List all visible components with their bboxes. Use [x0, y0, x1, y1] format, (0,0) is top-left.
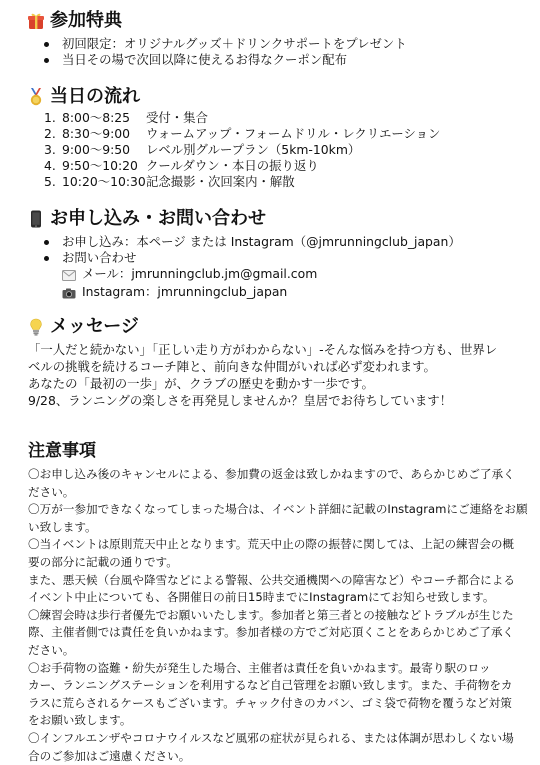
notes-line: ださい。	[28, 484, 528, 502]
schedule-title: 当日の流れ	[50, 86, 140, 108]
contact-title: お申し込み・お問い合わせ	[50, 208, 266, 230]
notes-line: い致します。	[28, 519, 528, 537]
notes-line: また、悪天候（台風や降雪などによる警報、公共交通機関への障害など）やコーチ都合による	[28, 572, 528, 590]
message-body	[28, 341, 524, 409]
notes-line: 〇万が一参加できなくなってしまった場合は、イベント詳細に記載のInstagramにご連絡をお願	[28, 501, 528, 519]
notes-line: イベント中止についても、各開催日の前日15時までにInstagramにてお知らせ致します。	[28, 589, 528, 607]
smartphone-icon	[28, 210, 44, 228]
notes-line: 〇インフルエンザやコロナウイルスなど風邪の症状が見られる、または体調が思わしくない場	[28, 730, 528, 748]
event-details-page: 参加特典 初回限定：オリジナルグッズ＋ドリンクサポートをプレゼント 当日その場で次回以降に使えるお得なクーポン配布 当日の流れ 1. 8:00〜8:25 受付・集合 2. 8:30〜9:00 ウォームアップ・フォームドリル・レクリエーション 3. 9:00〜9:50 レベル別グループラン（5km-10km） 4. 9:50〜10:20 クールダウン・本日の振り返り 5. 10:20〜10:30 記念撮影・次回案内・解散 お申し込み・お問い合わせ お申し込み：本ページ または Instagram（@jmrunningclub_japan） お問い合わせ メール：jmrunningclub.jm@gmail.com Instagram：jmrunningclub_japan メッセージ 「一人だと続かない」「正しい走り方がわからない」-そんな悩みを持つ方も、世界レ ベルの挑戦を続けるコーチ陣と、前向きな仲間がいれば必ず変われます。 あなたの「最初の一歩」が、クラブの歴史を動かす一歩です。 9/28、ランニングの楽しさを再発見しませんか？皇居でお待ちしています！ 注意事項 〇お申し込み後のキャンセルによる、参加費の返金は致しかねますので、あらかじめご了承く ださい。 〇万が一参加できなくなってしまった場合は、イベント詳細に記載のInstagramにご連絡をお願 い致します。 〇当イベントは原則荒天中止となります。荒天中止の際の振替に関しては、上記の練習会の概 要の部分に記載の通りです。 また、悪天候（台風や降雪などによる警報、公共交通機関への障害など）やコーチ都合による イベント中止についても、各開催日の前日15時までにInstagramにてお知らせ致します。 〇練習会時は歩行者優先でお願いいたします。参加者と第三者との接触などトラブルが生じた 際、主催者側では責任を負いかねます。参加者様の方でご対応頂くことをあらかじめご了承く ださい。 〇お手荷物の盗難・紛失が発生した場合、主催者は責任を負いかねます。最寄り駅のロッ カー、ランニングステーションを利用するなど自己管理をお願い致します。また、手荷物をカ ラスに荒らされるケースもございます。チャック付きのカバン、ゴミ袋で荷物を覆うなど対策 をお願い致します。 〇インフルエンザやコロナウイルスなど風邪の症状が見られる、または体調が思わしくない場 合のご参加はご遠慮ください。	[0, 0, 540, 740]
gift-icon	[28, 12, 44, 30]
notes-line: 〇お申し込み後のキャンセルによる、参加費の返金は致しかねますので、あらかじめご了承く	[28, 466, 528, 484]
contact-heading	[28, 208, 266, 230]
camera-icon	[62, 287, 76, 298]
benefits-heading	[28, 10, 122, 32]
notes-heading: 注意事項	[28, 441, 96, 461]
notes-line: をお願い致します。	[28, 712, 528, 730]
notes-line: 要の部分に記載の通りです。	[28, 554, 528, 572]
contact-instagram-text: Instagram：jmrunningclub_japan	[82, 284, 287, 300]
notes-line: ださい。	[28, 642, 528, 660]
schedule-heading	[28, 86, 140, 108]
message-line: ベルの挑戦を続けるコーチ陣と、前向きな仲間がいれば必ず変われます。	[28, 358, 524, 375]
envelope-icon	[62, 269, 76, 280]
medal-icon	[28, 88, 44, 106]
notes-line: ラスに荒らされるケースもございます。チャック付きのカバン、ゴミ袋で荷物を覆うなど対策	[28, 695, 528, 713]
notes-body	[28, 466, 528, 765]
contact-email-text: メール：jmrunningclub.jm@gmail.com	[82, 266, 317, 282]
message-title: メッセージ	[50, 316, 139, 338]
notes-line: カー、ランニングステーションを利用するなど自己管理をお願い致します。また、手荷物をカ	[28, 677, 528, 695]
message-heading	[28, 316, 139, 338]
notes-line: 合のご参加はご遠慮ください。	[28, 748, 528, 765]
notes-line: 〇お手荷物の盗難・紛失が発生した場合、主催者は責任を負いかねます。最寄り駅のロッ	[28, 660, 528, 678]
notes-line: 〇当イベントは原則荒天中止となります。荒天中止の際の振替に関しては、上記の練習会の概	[28, 536, 528, 554]
contact-instagram	[62, 284, 287, 300]
benefits-title: 参加特典	[50, 10, 122, 32]
notes-line: 際、主催者側では責任を負いかねます。参加者様の方でご対応頂くことをあらかじめご了承く	[28, 624, 528, 642]
lightbulb-icon	[28, 318, 44, 336]
message-line: 「一人だと続かない」「正しい走り方がわからない」-そんな悩みを持つ方も、世界レ	[28, 341, 524, 358]
contact-email	[62, 266, 317, 282]
message-line: 9/28、ランニングの楽しさを再発見しませんか？皇居でお待ちしています！	[28, 392, 524, 409]
notes-line: 〇練習会時は歩行者優先でお願いいたします。参加者と第三者との接触などトラブルが生じた	[28, 607, 528, 625]
message-line: あなたの「最初の一歩」が、クラブの歴史を動かす一歩です。	[28, 375, 524, 392]
